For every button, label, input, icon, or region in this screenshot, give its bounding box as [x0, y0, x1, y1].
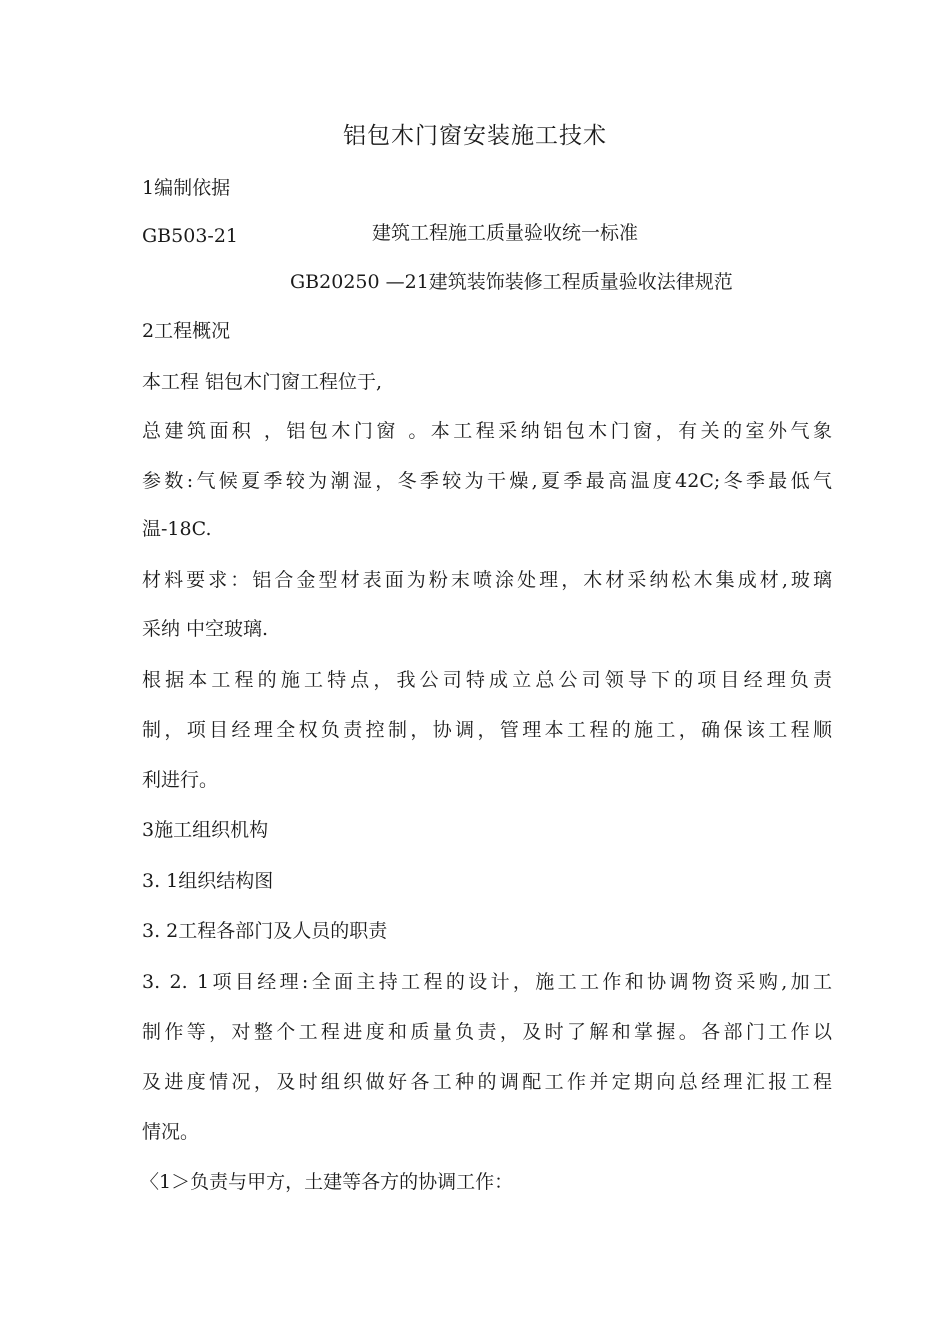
subsection-3-2: 3. 2工程各部门及人员的职责: [142, 920, 388, 942]
subsection-3-2-1-line-4: 情况。: [142, 1121, 200, 1143]
section-3-heading: 3施工组织机构: [142, 819, 269, 841]
document-title: 铝包木门窗安装施工技术: [343, 123, 607, 149]
section-2-heading: 2工程概况: [142, 320, 231, 342]
list-item-1: 〈1＞负责与甲方，土建等各方的协调工作：: [140, 1171, 514, 1193]
paragraph-climate-line-2: 参数:气候夏季较为潮湿，冬季较为干燥,夏季最高温度42C;冬季最低气: [142, 470, 832, 492]
paragraph-management-line-1: 根据本工程的施工特点，我公司特成立总公司领导下的项目经理负责: [142, 669, 832, 691]
paragraph-materials-line-1: 材料要求：铝合金型材表面为粉末喷涂处理，木材采纳松木集成材,玻璃: [142, 569, 832, 591]
subsection-3-2-1-line-1: 3. 2. 1项目经理:全面主持工程的设计，施工工作和协调物资采购,加工: [142, 971, 832, 993]
paragraph-management-line-3: 利进行。: [142, 769, 219, 791]
paragraph-climate-line-1: 总建筑面积 ，铝包木门窗 。本工程采纳铝包木门窗，有关的室外气象: [142, 420, 832, 442]
paragraph-climate-line-3: 温-18C.: [142, 518, 212, 540]
section-1-heading: 1编制依据: [142, 177, 231, 199]
paragraph-project-location: 本工程 铝包木门窗工程位于,: [142, 371, 383, 393]
subsection-3-1: 3. 1组织结构图: [142, 870, 274, 892]
subsection-3-2-1-line-3: 及进度情况，及时组织做好各工种的调配工作并定期向总经理汇报工程: [142, 1071, 832, 1093]
paragraph-materials-line-2: 采纳 中空玻璃.: [142, 618, 269, 640]
reference-1-code: GB503-21: [142, 225, 239, 247]
subsection-3-2-1-line-2: 制作等，对整个工程进度和质量负责，及时了解和掌握。各部门工作以: [142, 1021, 832, 1043]
reference-2: GB20250 —21建筑装饰装修工程质量验收法律规范: [290, 271, 733, 293]
paragraph-management-line-2: 制，项目经理全权负责控制，协调，管理本工程的施工，确保该工程顺: [142, 719, 832, 741]
reference-1-name: 建筑工程施工质量验收统一标准: [372, 222, 639, 244]
